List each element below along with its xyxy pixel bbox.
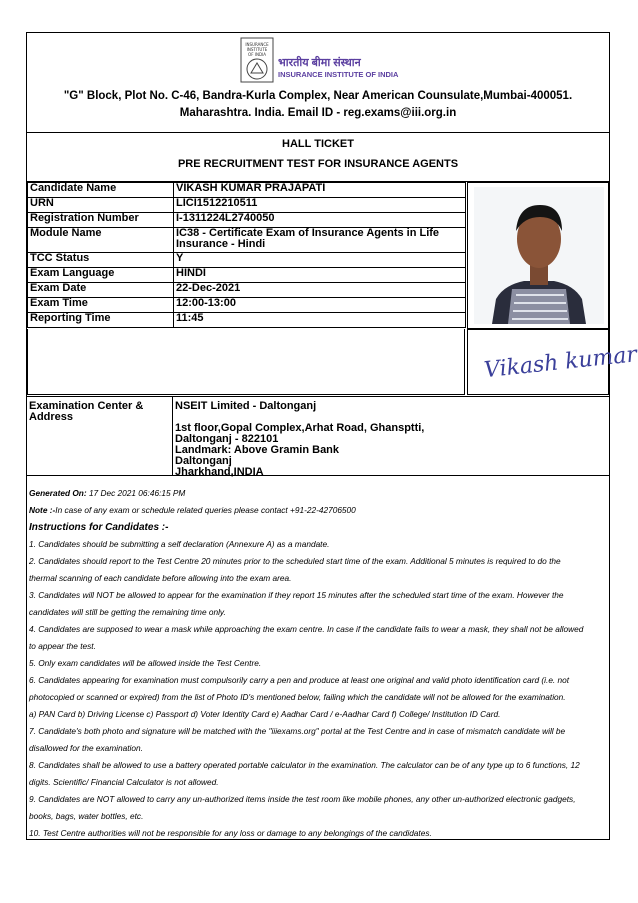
instruction-line: photocopied or scanned or expired) from the list of Photo ID's mentioned below, failing which the candidate will not be allowed for the examination.: [29, 692, 566, 702]
detail-label: Exam Language: [28, 268, 174, 283]
instruction-line: 7. Candidate's both photo and signature will be matched with the "iiiexams.org" portal at the Test Centre and in case of mismatch candidate will be: [29, 726, 566, 736]
address-line: Daltonganj - 822101: [175, 433, 279, 445]
instructions-title: Instructions for Candidates :-: [29, 522, 169, 533]
detail-value: LICI1512210511: [174, 198, 466, 213]
candidate-signature: [474, 336, 638, 390]
instruction-line: 10. Test Centre authorities will not be responsible for any loss or damage to any belongings of the candidates.: [29, 828, 432, 838]
candidate-photo-box: [467, 182, 609, 329]
instruction-line: 8. Candidates shall be allowed to use a battery operated portable calculator in the examination. The calculator can be of any type up to 6 functions, 12: [29, 760, 580, 770]
hall-ticket-title: HALL TICKET: [282, 138, 354, 150]
instruction-line: candidates will still be getting the remaining time only.: [29, 607, 226, 617]
detail-value: 12:00-13:00: [174, 298, 466, 313]
blank-cell: [27, 329, 465, 395]
detail-value: Y: [174, 253, 466, 268]
signature-text: Vikash kumar: [482, 342, 638, 384]
instruction-line: a) PAN Card b) Driving License c) Passport d) Voter Identity Card e) Aadhar Card / e-Aadhar Card f) College/ Institution ID Card.: [29, 709, 501, 719]
detail-label: Registration Number: [28, 213, 174, 228]
instruction-line: 9. Candidates are NOT allowed to carry any un-authorized items inside the test room like mobile phones, any other un-authorized electronic gadgets,: [29, 794, 576, 804]
emblem-line-1: INSURANCE: [245, 42, 269, 47]
instruction-line: 5. Only exam candidates will be allowed inside the Test Centre.: [29, 658, 262, 668]
emblem-line-3: OF INDIA: [248, 52, 266, 57]
instruction-line: 3. Candidates will NOT be allowed to appear for the examination if they report 15 minutes after the scheduled start time of the exam. However the: [29, 590, 564, 600]
table-row: [28, 253, 466, 268]
institute-logo: [240, 37, 400, 85]
logo-hindi-text: भारतीय बीमा संस्थान: [278, 57, 361, 69]
detail-label: URN: [28, 198, 174, 213]
instruction-line: 6. Candidates appearing for examination must compulsorily carry a pen and produce at least one original and valid photo identification card (i.e. not: [29, 675, 570, 685]
header: [27, 33, 609, 133]
candidate-photo: [474, 187, 604, 324]
candidate-details-table: [27, 182, 466, 328]
detail-value: 11:45: [174, 313, 466, 328]
detail-value: VIKASH KUMAR PRAJAPATI: [174, 183, 466, 198]
note-text: In case of any exam or schedule related queries please contact +91-22-42706500: [55, 505, 356, 515]
detail-value: I-1311224L2740050: [174, 213, 466, 228]
address-line: Daltonganj: [175, 455, 232, 467]
address-line: Landmark: Above Gramin Bank: [175, 444, 340, 456]
table-row: [28, 198, 466, 213]
instruction-line: 1. Candidates should be submitting a self declaration (Annexure A) as a mandate.: [29, 539, 330, 549]
exam-center-value: [175, 401, 424, 478]
table-row: [28, 183, 466, 198]
detail-value: HINDI: [174, 268, 466, 283]
emblem-line-2: INSTITUTE: [246, 47, 268, 52]
instruction-line: 2. Candidates should report to the Test Centre 20 minutes prior to the scheduled start time of the exam. Additional 5 minutes is required to do the: [29, 556, 561, 566]
table-row: [28, 283, 466, 298]
logo-english-text: INSURANCE INSTITUTE OF INDIA: [278, 70, 399, 79]
instruction-line: 4. Candidates are supposed to wear a mask while approaching the exam centre. In case if the candidate fails to wear a mask, they shall not be allowed: [29, 624, 584, 634]
address-line-1: "G" Block, Plot No. C-46, Bandra-Kurla Complex, Near American Counsulate,Mumbai-400051.: [63, 90, 573, 102]
table-row: [28, 268, 466, 283]
instruction-line: books, bags, water bottles, etc.: [29, 811, 144, 821]
detail-label: TCC Status: [28, 253, 174, 268]
note: [29, 502, 607, 519]
instruction-line: to appear the test.: [29, 641, 96, 651]
detail-value: IC38 - Certificate Exam of Insurance Agents in Life Insurance - Hindi: [174, 228, 466, 253]
generated-on: [29, 485, 607, 502]
table-row: [28, 213, 466, 228]
table-row: [28, 298, 466, 313]
exam-center-label: Examination Center & Address: [27, 397, 173, 475]
footer-notes: [29, 485, 607, 842]
detail-label: Reporting Time: [28, 313, 174, 328]
exam-center-row: [27, 396, 609, 476]
instruction-line: digits. Scientific/ Financial Calculator is not allowed.: [29, 777, 219, 787]
generated-value: 17 Dec 2021 06:46:15 PM: [86, 488, 186, 498]
detail-value: 22-Dec-2021: [174, 283, 466, 298]
signature-box: [467, 329, 638, 395]
hall-ticket-page: [26, 32, 638, 840]
address-line: Jharkhand,INDIA: [175, 466, 264, 478]
emblem-icon: [240, 37, 274, 83]
address-line-2: Maharashtra. India. Email ID - reg.exams@iii.org.in: [179, 107, 457, 119]
table-row: [28, 313, 466, 328]
note-label: Note :-: [29, 505, 56, 515]
instruction-line: thermal scanning of each candidate before allowing into the exam area.: [29, 573, 292, 583]
detail-label: Candidate Name: [28, 183, 174, 198]
generated-label: Generated On:: [29, 488, 87, 498]
exam-center-name: NSEIT Limited - Daltonganj: [175, 400, 317, 412]
detail-label: Exam Time: [28, 298, 174, 313]
title-section: [27, 133, 609, 182]
test-subtitle: PRE RECRUITMENT TEST FOR INSURANCE AGENTS: [177, 158, 459, 170]
detail-label: Module Name: [28, 228, 174, 253]
instruction-line: disallowed for the examination.: [29, 743, 143, 753]
address-line: 1st floor,Gopal Complex,Arhat Road, Ghansptti,: [175, 422, 425, 434]
detail-label: Exam Date: [28, 283, 174, 298]
table-row: [28, 228, 466, 253]
